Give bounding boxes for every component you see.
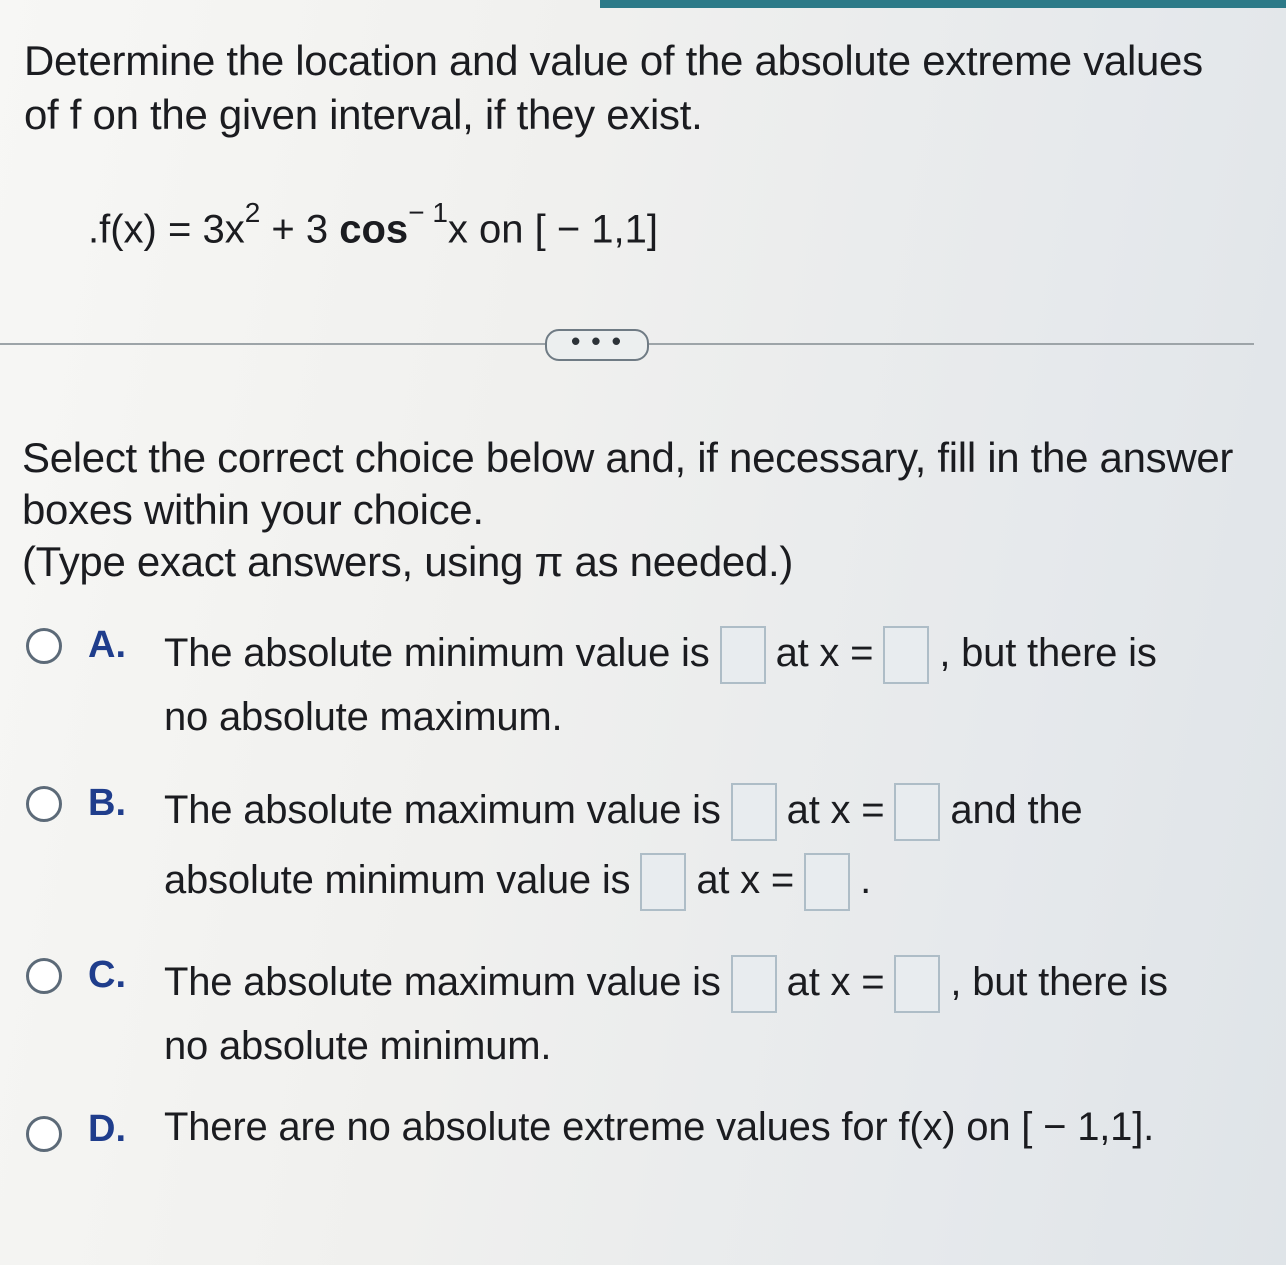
instructions-line-1: Select the correct choice below and, if necessary, fill in the answer boxes within your choice. [22,434,1234,533]
formula-inverse: − 1 [408,197,448,228]
choice-b-text [164,778,1254,912]
choice-c-text-3: , but there is [950,960,1168,1004]
choice-b-letter: B. [88,782,126,824]
formula-rest: x on [ − 1,1] [447,207,659,252]
choice-c-max-x-input[interactable] [894,955,940,1013]
choice-a-text-4: no absolute maximum. [164,695,563,739]
function-formula: $.f(x) = 3x^2 + 3$ $\cos^{- 1}x$ on [ − 1,1] [88,197,659,252]
formula-lhs: f(x) = 3x [99,207,245,252]
choice-b-max-x-input[interactable] [894,783,940,841]
instructions-line-2: (Type exact answers, using π as needed.) [22,538,794,585]
choice-b-text-5: at x = [696,858,795,902]
choice-a-text-1: The absolute minimum value is [164,631,710,675]
question-prompt: Determine the location and value of the absolute extreme values of f on the given interval, if they exist. [24,37,1203,138]
choice-d-text-1: There are no absolute extreme values for f(x) on [ − 1,1]. [164,1105,1155,1149]
choice-d-letter: D. [88,1108,126,1150]
choice-a-text-3: , but there is [939,631,1157,675]
radio-a[interactable] [26,628,62,664]
choice-b-text-6: . [860,858,871,902]
choice-a-text-2: at x = [775,631,874,675]
choice-b-text-2: at x = [786,788,885,832]
choice-d-text [164,1095,1254,1159]
formula-cos: cos [339,207,409,252]
choice-b-text-4: absolute minimum value is [164,858,631,902]
choice-c-text [164,950,1254,1078]
more-options-button[interactable]: • • • [545,329,649,361]
top-accent-bar [600,0,1286,8]
choice-c-text-1: The absolute maximum value is [164,960,721,1004]
radio-d[interactable] [26,1116,62,1152]
choice-a-text [164,621,1254,749]
choice-a-letter: A. [88,624,126,666]
choice-c-letter: C. [88,954,126,996]
choice-b-text-3: and the [950,788,1083,832]
choice-b-text-1: The absolute maximum value is [164,788,721,832]
formula-plus: + 3 [260,207,340,252]
choice-c-text-4: no absolute minimum. [164,1024,552,1068]
choice-c-text-2: at x = [786,960,885,1004]
formula-exponent: 2 [244,197,261,228]
choice-c-max-value-input[interactable] [731,955,777,1013]
choice-b-min-x-input[interactable] [804,853,850,911]
radio-b[interactable] [26,786,62,822]
choice-b-min-value-input[interactable] [640,853,686,911]
instructions [22,432,1262,588]
choice-a-min-x-input[interactable] [883,626,929,684]
radio-c[interactable] [26,958,62,994]
choice-b-max-value-input[interactable] [731,783,777,841]
choice-a-min-value-input[interactable] [720,626,766,684]
